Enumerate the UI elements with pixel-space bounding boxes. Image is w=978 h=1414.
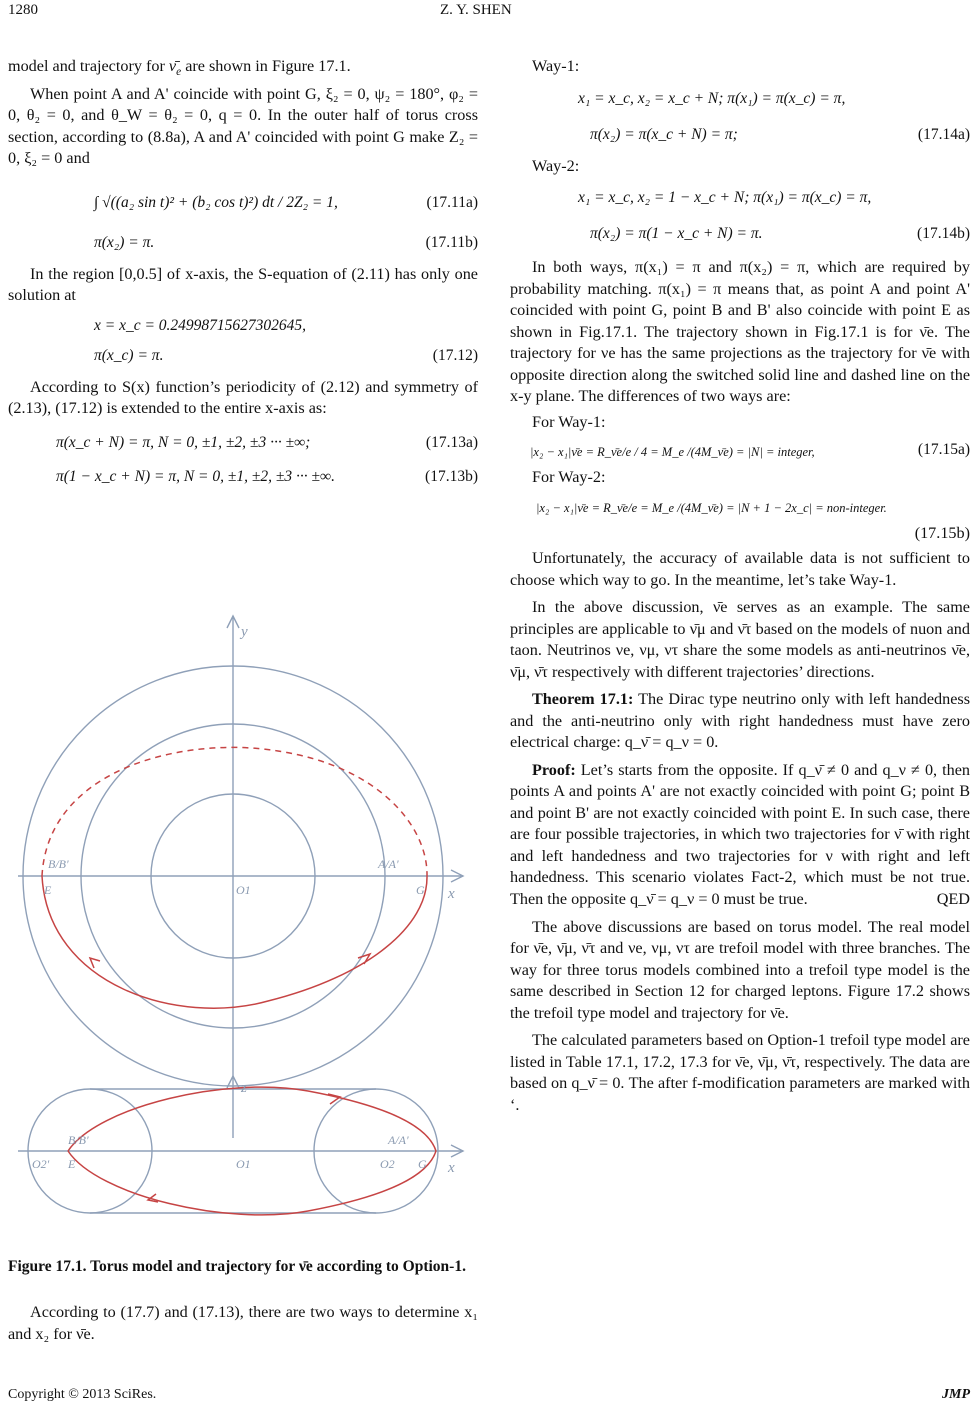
label-aa-top: A/A' <box>378 857 399 871</box>
label-o1-top: O1 <box>236 883 251 897</box>
way1-title: Way-1: <box>532 57 580 75</box>
way1-line2-body: π(x₂) = π(x_c + N) = π; <box>590 125 738 143</box>
p1-text-a: model and trajectory for <box>8 57 165 75</box>
eq-17-11b-body: π(x₂) = π. <box>94 233 155 251</box>
trajectory-top <box>42 747 427 1008</box>
label-g-bottom: G <box>418 1157 427 1171</box>
p1-text-b: are shown in Figure 17.1. <box>185 57 351 75</box>
figure-caption: Figure 17.1. Torus model and trajectory for ν̄e according to Option-1. <box>8 1258 466 1275</box>
paragraph-2: When point A and A' coincide with point G, ξ₂ = 0, ψ₂ = 180°, φ₂ = 0, θ₂ = 0, and θ_W = θ₂ = 0, q = 0. In the outer half of torus cross section, according to (8.8a), A and A' coincided with point G make Z₂ = 0, ξ₂ = 0 and <box>8 84 478 168</box>
figure-17-1 <box>8 606 478 1246</box>
eq-17-13b-number: (17.13b) <box>425 467 478 485</box>
nu-bar-e-symbol: $\nū_e$ <box>168 57 182 79</box>
label-e-top: E <box>44 883 52 897</box>
paragraph-both-ways: In both ways, π(x₁) = π and π(x₂) = π, which are required by probability matching. π(x₁) = π means that, as point A and point A' coincided with point G, point B and B' also coincide with point E as shown in Fig.17.1. The trajectory shown in Fig.17.1 is for ν̄e. The trajectory for νe has the same projections as the trajectory for ν̄e with opposite direction along the switched solid line and dashed line on the x-y plane. The differences of two ways are: <box>510 258 970 405</box>
trajectory-dashed <box>42 747 427 876</box>
proof-text: Let’s starts from the opposite. If q_ν̄ ≠ 0 and q_ν ≠ 0, then points A and points A' are not exactly coincided with point G; point B and point B' are not exactly coincided with point E. In such case, there are four possible trajectories, in which two trajectories for ν̄ with right and left handedness and two trajectories for ν with right and left handedness. This scenario violates Fact-2, which must be not true. Then the opposite q_ν̄ = q_ν = 0 must be true. <box>510 760 970 908</box>
equation-17-12 <box>8 341 478 371</box>
copyright: Copyright © 2013 SciRes. <box>8 1387 157 1402</box>
label-g-top: G <box>416 883 425 897</box>
way1-line1-body: x₁ = x_c, x₂ = x_c + N; π(x₁) = π(x_c) = π, <box>578 89 846 107</box>
way1-line2 <box>510 120 970 150</box>
xy-projection <box>18 616 463 1138</box>
equation-17-15b <box>510 491 970 521</box>
right-column <box>510 56 970 1116</box>
eq-17-12-body: π(x_c) = π. <box>94 346 164 364</box>
running-title: Z. Y. SHEN <box>440 2 512 18</box>
for-way2: For Way-2: <box>532 468 606 486</box>
way2-line2-body: π(x₂) = π(1 − x_c + N) = π. <box>590 225 763 242</box>
label-o1-bottom: O1 <box>236 1157 251 1171</box>
equation-17-11a <box>8 178 478 228</box>
theorem-text: The Dirac type neutrino only with left handedness and the anti-neutrino only with right handedness must have zero electrical charge: q_ν̄ = q_ν = 0. <box>510 690 970 751</box>
eq-17-13a-number: (17.13a) <box>425 433 478 451</box>
x-axis-label-bottom: x <box>448 1160 455 1176</box>
way2-title: Way-2: <box>532 156 580 175</box>
eq-17-13b-body: π(1 − x_c + N) = π, N = 0, ±1, ±2, ±3 ··· ±∞. <box>56 467 335 485</box>
paragraph-calculated: The calculated parameters based on Option-1 trefoil type model are listed in Table 17.1, 17.2, 17.3 for ν̄e, ν̄μ, ν̄τ, respectively. The data are based on q_ν̄ = 0. The after f-modification parameters are marked with ‘. <box>510 1031 970 1114</box>
eq-17-11a-body: ∫ √((a₂ sin t)² + (b₂ cos t)²) dt / 2Z₂ = 1, <box>94 193 338 211</box>
paragraph-unfortunately: Unfortunately, the accuracy of available data is not sufficient to choose which way to go. In the meantime, let’s take Way-1. <box>510 549 970 589</box>
eq-17-13a-body: π(x_c + N) = π, N = 0, ±1, ±2, ±3 ··· ±∞; <box>56 433 311 451</box>
way2-line2 <box>510 219 970 249</box>
eq-17-11b-number: (17.11b) <box>425 233 478 251</box>
label-o2: O2 <box>380 1157 395 1171</box>
paragraph-above-discussion: In the above discussion, ν̄e serves as an example. The same principles are applicable to ν̄μ and ν̄τ based on the models of nuon and taon. Neutrinos νe, νμ, ντ share the some models as anti-neutrinos ν̄e, ν̄μ, ν̄τ respectively with different trajectories’ directions. <box>510 598 970 681</box>
paragraph-5: According to (17.7) and (17.13), there are two ways to determine x₁ and x₂ for ν̄e. <box>8 1303 478 1343</box>
label-bb-top: B/B' <box>48 857 69 871</box>
z-axis-label: z <box>241 1080 247 1096</box>
way2-line1-body: x₁ = x_c, x₂ = 1 − x_c + N; π(x₁) = π(x_c) = π, <box>578 189 872 206</box>
y-axis-label: y <box>241 624 248 640</box>
for-way1: For Way-1: <box>532 412 606 431</box>
label-bb-bottom: B/B' <box>68 1133 89 1147</box>
eq-17-15b-number: (17.15b) <box>914 523 970 542</box>
page-number: 1280 <box>8 2 38 18</box>
eq-17-15b-body: |x₂ − x₁|ν̄e = R_ν̄e/e = M_e /(4M_ν̄e) = |N + 1 − 2x_c| = non-integer. <box>536 500 887 515</box>
eq-17-12-number: (17.12) <box>432 346 478 364</box>
proof <box>510 760 970 911</box>
equation-xc <box>8 311 478 341</box>
theorem-17-1 <box>510 689 970 754</box>
paragraph-1 <box>8 56 478 84</box>
way1-line1 <box>510 84 970 114</box>
eq-17-14b-number: (17.14b) <box>917 225 970 242</box>
eq-17-11a-number: (17.11a) <box>426 193 478 211</box>
equation-17-13b <box>8 462 478 492</box>
paragraph-4: According to S(x) function’s periodicity of (2.12) and symmetry of (2.13), (17.12) is extended to the entire x-axis as: <box>8 377 478 418</box>
label-o2p: O2' <box>32 1157 50 1171</box>
label-aa-bottom: A/A' <box>388 1133 409 1147</box>
qed: QED <box>936 890 970 908</box>
eq-17-15a-body: |x₂ − x₁|ν̄e = R_ν̄e/e / 4 = M_e /(4M_ν̄e) = |N| = integer, <box>530 445 815 459</box>
journal-name: JMP <box>942 1387 970 1402</box>
paragraph-torus-model: The above discussions are based on torus model. The real model for ν̄e, ν̄μ, ν̄τ and νe, νμ, ντ are trefoil model with three branches. The way for three torus models combined into a trefoil type model is the same described in Section 12 for charged leptons. Figure 17.2 shows the trefoil type model and trajectory for ν̄e. <box>510 917 970 1022</box>
eq-17-14a-number: (17.14a) <box>917 125 970 143</box>
left-column-bottom <box>8 1302 478 1345</box>
label-e-bottom: E <box>68 1157 76 1171</box>
x-axis-label-top: x <box>448 886 455 902</box>
equation-17-11b <box>8 228 478 258</box>
eq-17-15a-number: (17.15a) <box>917 441 970 458</box>
paragraph-3: In the region [0,0.5] of x-axis, the S-equation of (2.11) has only one solution at <box>8 264 478 305</box>
trajectory-arrow-2 <box>90 958 100 968</box>
theorem-label: Theorem 17.1: <box>532 690 634 708</box>
way2-line1 <box>510 183 970 213</box>
left-column <box>8 56 478 492</box>
equation-17-13a <box>8 428 478 458</box>
trajectory-bottom-upper <box>68 1087 436 1151</box>
eq-xc-body: x = x_c = 0.24998715627302645, <box>94 316 307 334</box>
proof-label: Proof: <box>532 760 576 779</box>
equation-17-15a <box>510 435 970 465</box>
